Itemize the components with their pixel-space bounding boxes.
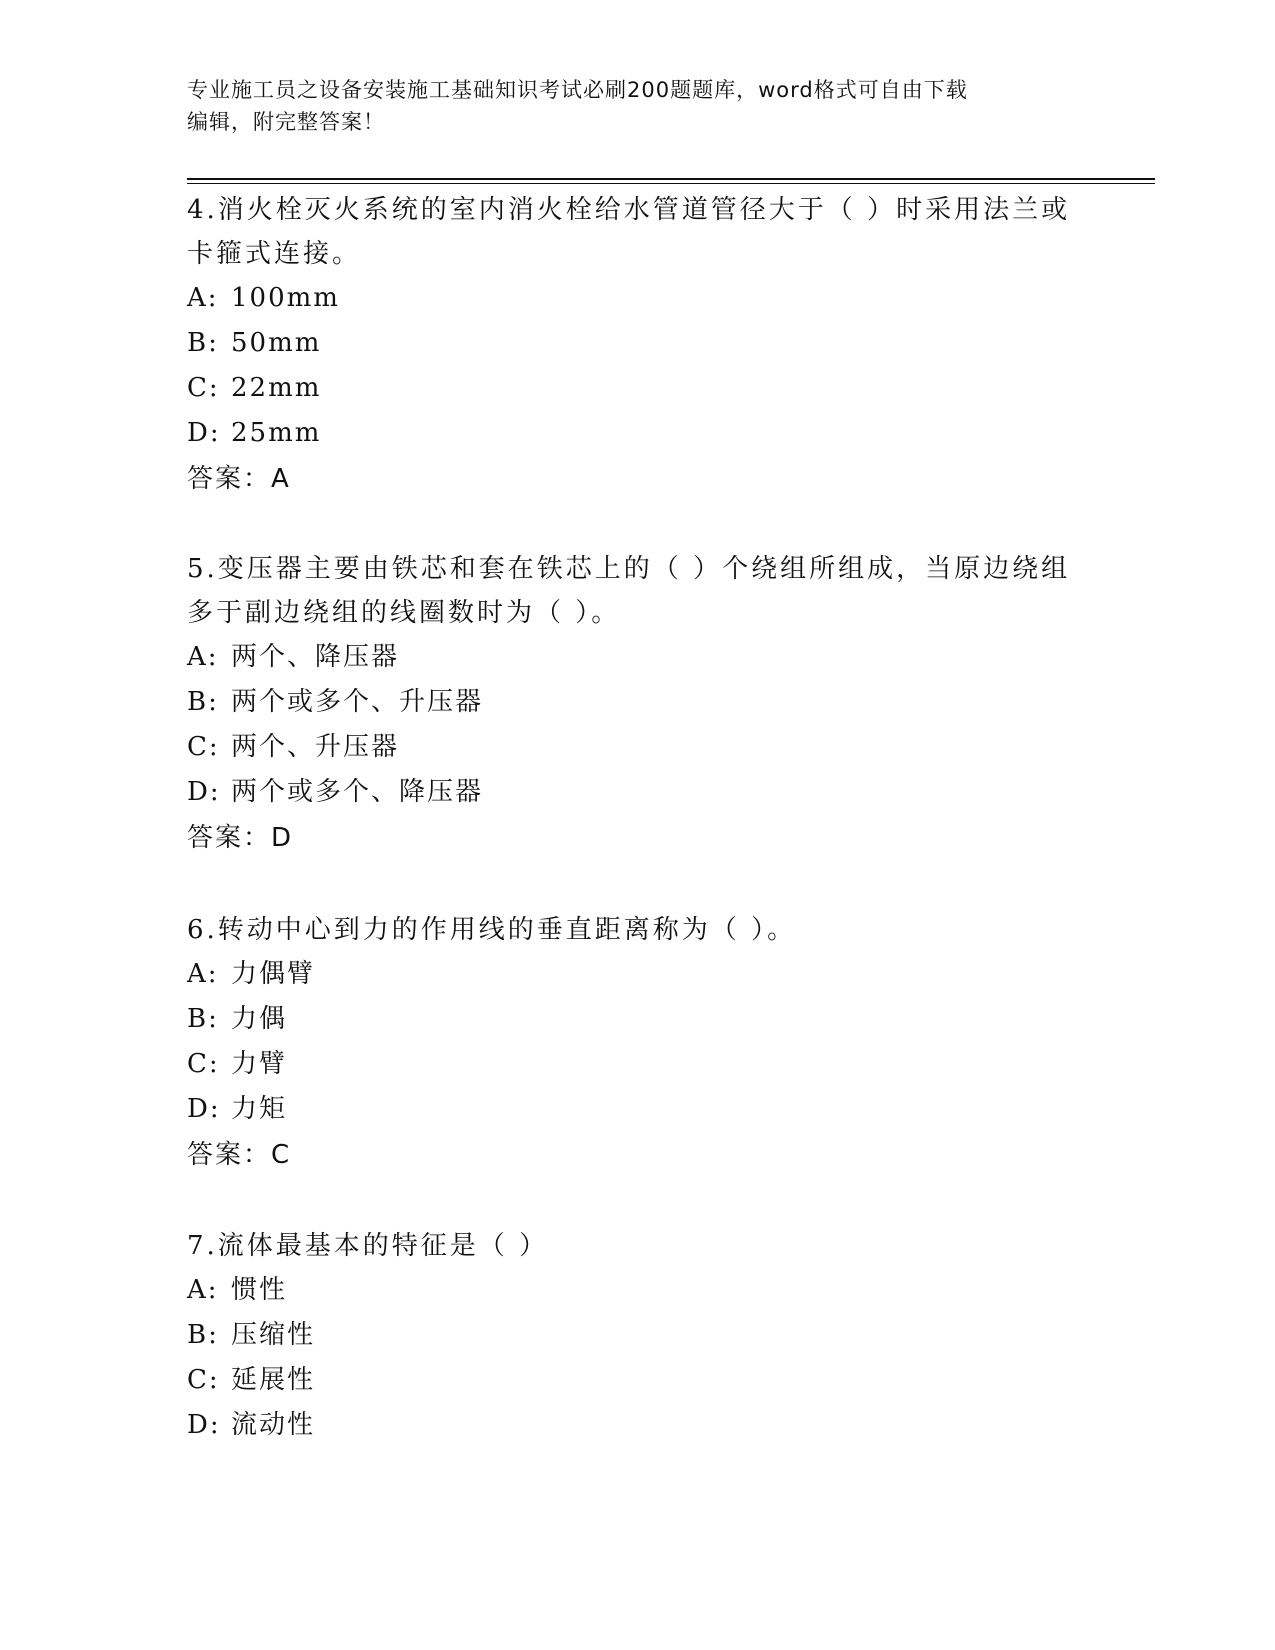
question-5 [187, 547, 1087, 861]
document-header [187, 74, 1067, 138]
option-text: 力偶臂 [231, 959, 316, 989]
option-key: D: [187, 1410, 221, 1440]
option-text: 力偶 [231, 1004, 288, 1034]
option-c [187, 1042, 1087, 1087]
question-stem: 6.转动中心到力的作用线的垂直距离称为（ ）。 [187, 915, 797, 945]
question-stem: 5.变压器主要由铁芯和套在铁芯上的（ ）个绕组所组成，当原边绕组 [187, 554, 1071, 584]
option-d [187, 770, 1087, 815]
option-a [187, 635, 1087, 680]
option-text: 力矩 [231, 1094, 288, 1124]
option-key: C: [187, 1049, 220, 1079]
answer: 答案：D [187, 823, 294, 853]
option-key: A: [187, 1275, 219, 1305]
option-text: 22mm [231, 373, 322, 403]
option-b [187, 997, 1087, 1042]
question-stem-continued: 多于副边绕组的线圈数时为（ ）。 [187, 598, 621, 628]
option-c [187, 1358, 1087, 1403]
option-text: 流动性 [231, 1410, 316, 1440]
option-text: 力臂 [231, 1049, 288, 1079]
option-key: D: [187, 1094, 221, 1124]
option-text: 两个、升压器 [231, 732, 400, 762]
option-text: 两个、降压器 [231, 642, 400, 672]
option-key: B: [187, 1320, 219, 1350]
option-text: 两个或多个、升压器 [231, 687, 484, 717]
question-7 [187, 1224, 1087, 1448]
question-stem: 7.流体最基本的特征是（ ） [187, 1231, 549, 1261]
header-divider-thin [187, 183, 1155, 184]
option-text: 50mm [231, 328, 322, 358]
option-key: A: [187, 283, 219, 313]
option-key: B: [187, 1004, 219, 1034]
option-b [187, 1313, 1087, 1358]
option-text: 惯性 [231, 1275, 288, 1305]
option-text: 25mm [231, 418, 322, 448]
option-a [187, 276, 1087, 321]
header-line-2: 编辑，附完整答案！ [187, 110, 385, 134]
option-d [187, 411, 1087, 456]
header-line-1: 专业施工员之设备安装施工基础知识考试必刷200题题库，word格式可自由下载 [187, 78, 968, 102]
header-divider [187, 178, 1155, 180]
option-key: C: [187, 732, 220, 762]
option-b [187, 321, 1087, 366]
option-c [187, 725, 1087, 770]
question-stem-continued: 卡箍式连接。 [187, 239, 362, 269]
option-key: B: [187, 328, 219, 358]
question-6 [187, 908, 1087, 1178]
option-key: B: [187, 687, 219, 717]
option-key: D: [187, 418, 221, 448]
option-a [187, 952, 1087, 997]
option-text: 压缩性 [231, 1320, 316, 1350]
option-b [187, 680, 1087, 725]
question-stem: 4.消火栓灭火系统的室内消火栓给水管道管径大于（ ）时采用法兰或 [187, 195, 1071, 225]
answer: 答案：A [187, 464, 291, 494]
option-d [187, 1403, 1087, 1448]
option-key: C: [187, 1365, 220, 1395]
option-a [187, 1268, 1087, 1313]
option-key: C: [187, 373, 220, 403]
answer: 答案：C [187, 1140, 292, 1170]
option-c [187, 366, 1087, 411]
option-text: 延展性 [231, 1365, 316, 1395]
option-key: A: [187, 642, 219, 672]
option-key: D: [187, 777, 221, 807]
option-key: A: [187, 959, 219, 989]
option-text: 100mm [231, 283, 340, 313]
option-text: 两个或多个、降压器 [231, 777, 484, 807]
question-4 [187, 188, 1087, 502]
option-d [187, 1087, 1087, 1132]
